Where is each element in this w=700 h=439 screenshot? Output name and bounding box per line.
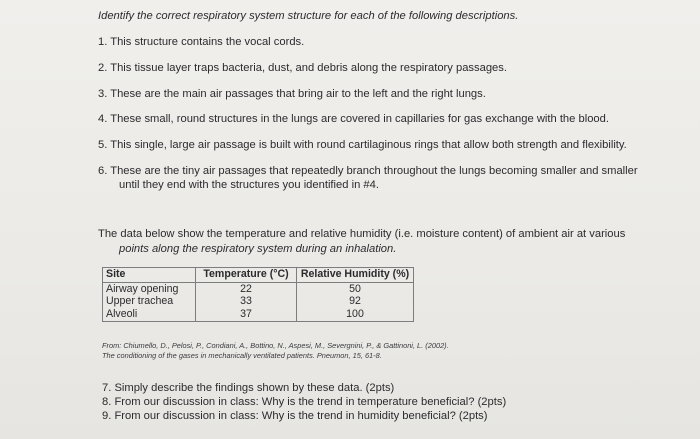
question-7: 7. Simply describe the findings shown by these data. (2pts) bbox=[102, 382, 395, 394]
header-temperature: Temperature (°C) bbox=[196, 268, 297, 283]
question-4: 4. These small, round structures in the lungs are covered in capillaries for gas exchange with the blood. bbox=[98, 113, 609, 125]
cell-temperature: 37 bbox=[196, 308, 297, 321]
cell-humidity: 100 bbox=[297, 308, 414, 321]
question-3: 3. These are the main air passages that bring air to the left and the right lungs. bbox=[98, 88, 486, 100]
cell-site: Upper trachea bbox=[103, 296, 196, 309]
header-site: Site bbox=[103, 268, 196, 283]
cell-humidity: 50 bbox=[297, 283, 414, 296]
instructions-heading: Identify the correct respiratory system structure for each of the following descriptions. bbox=[98, 10, 519, 22]
question-8: 8. From our discussion in class: Why is the trend in temperature beneficial? (2pts) bbox=[102, 396, 507, 408]
cell-temperature: 22 bbox=[196, 283, 297, 296]
question-6-continued: until they end with the structures you identified in #4. bbox=[119, 179, 379, 191]
table-row bbox=[103, 296, 414, 309]
cell-site: Alveoli bbox=[103, 308, 196, 321]
question-5: 5. This single, large air passage is built with round cartilaginous rings that allow both strength and flexibility. bbox=[98, 139, 627, 151]
data-intro-line-2: points along the respiratory system during an inhalation. bbox=[119, 243, 397, 255]
question-2: 2. This tissue layer traps bacteria, dust, and debris along the respiratory passages. bbox=[98, 62, 507, 74]
cell-temperature: 33 bbox=[196, 296, 297, 309]
cell-humidity: 92 bbox=[297, 296, 414, 309]
cell-site: Airway opening bbox=[103, 283, 196, 296]
data-intro-line-1: The data below show the temperature and relative humidity (i.e. moisture content) of ambient air at various bbox=[98, 228, 626, 240]
table-header-row bbox=[103, 268, 414, 283]
question-9: 9. From our discussion in class: Why is the trend in humidity beneficial? (2pts) bbox=[102, 410, 488, 422]
question-6: 6. These are the tiny air passages that repeatedly branch throughout the lungs becoming smaller and smaller bbox=[98, 165, 638, 177]
table-row bbox=[103, 308, 414, 321]
header-humidity: Relative Humidity (%) bbox=[297, 268, 414, 283]
question-1: 1. This structure contains the vocal cords. bbox=[98, 36, 305, 48]
humidity-temperature-table bbox=[102, 267, 414, 322]
table-row bbox=[103, 283, 414, 296]
citation-line-1: From: Chiumello, D., Pelosi, P., Condiani, A., Bottino, N., Aspesi, M., Severgnini, P., & Gattinoni, L. (2002). bbox=[102, 341, 449, 350]
citation-line-2: The conditioning of the gases in mechanically ventilated patients. Pneumon, 15, 61-8. bbox=[102, 351, 382, 360]
